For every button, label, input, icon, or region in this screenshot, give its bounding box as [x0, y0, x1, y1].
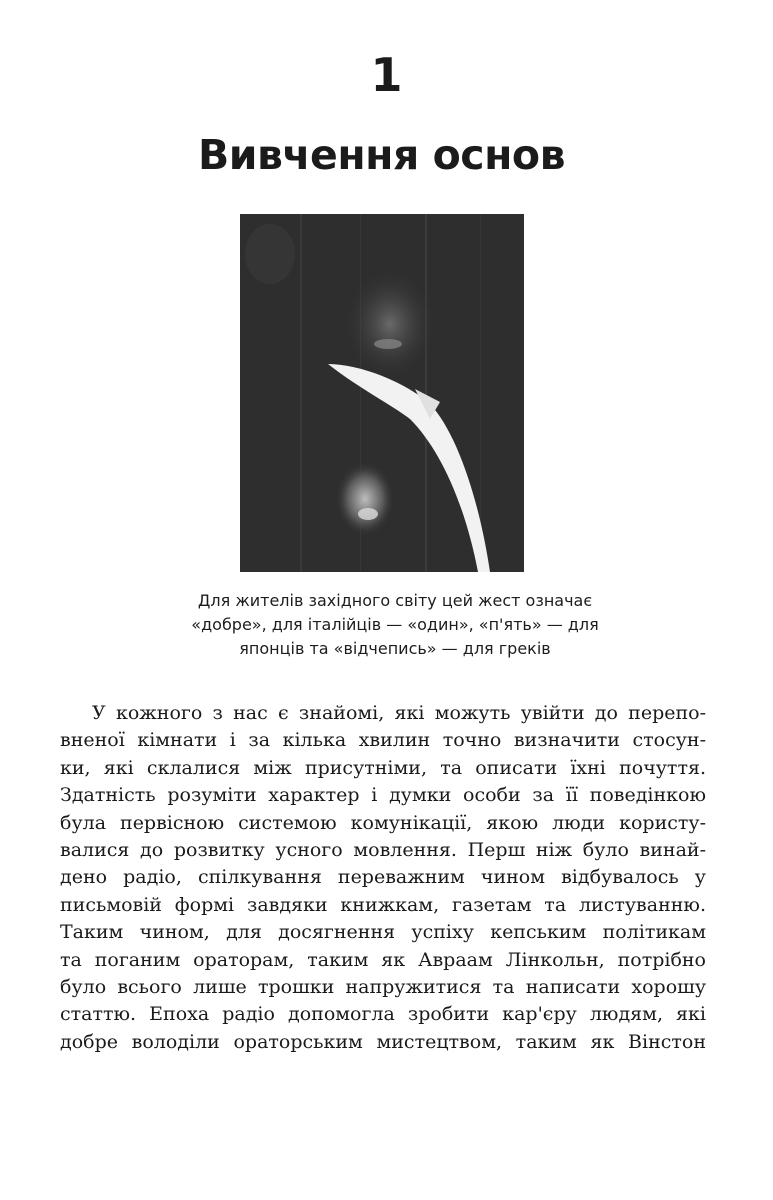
photo-illustration	[240, 214, 524, 572]
body-paragraph	[60, 700, 706, 1056]
caption-line: «добре», для італійців — «один», «п'ять» — для	[191, 615, 599, 634]
chapter-title: Вивчення основ	[197, 131, 566, 179]
body-line: було всього лише трошки напружитися та написати хорошу	[60, 975, 706, 998]
body-line: письмовій формі завдяки книжкам, газетам та листуванню.	[60, 893, 706, 916]
photo-caption	[60, 589, 730, 661]
body-line: вненої кімнати і за кілька хвилин точно визначити стосун-	[60, 729, 706, 752]
body-line: У кожного з нас є знайомі, які можуть увійти до перепо-	[92, 702, 706, 724]
body-line: дено радіо, спілкування переважним чином відбувалось у	[60, 866, 706, 889]
caption-line: Для жителів західного світу цей жест означає	[197, 591, 593, 610]
body-line: та поганим ораторам, таким як Авраам Лінкольн, потрібно	[60, 948, 706, 971]
body-line: Здатність розуміти характер і думки особи за її поведінкою	[60, 784, 706, 807]
body-line: статтю. Епоха радіо допомогла зробити кар'єру людям, які	[60, 1003, 706, 1026]
body-line: добре володіли ораторським мистецтвом, таким як Вінстон	[60, 1030, 706, 1053]
body-line: валися до розвитку усного мовлення. Перш ніж було винай-	[60, 838, 706, 861]
body-line: була первісною системою комунікації, якою люди користу-	[60, 811, 706, 834]
hand-gesture-photo	[240, 214, 524, 572]
body-line: Таким чином, для досягнення успіху кепським політикам	[60, 921, 706, 944]
chapter-number: 1	[370, 48, 403, 102]
caption-line: японців та «відчепись» — для греків	[239, 639, 551, 658]
body-line: ки, які склалися між присутніми, та описати їхні почуття.	[60, 756, 706, 779]
